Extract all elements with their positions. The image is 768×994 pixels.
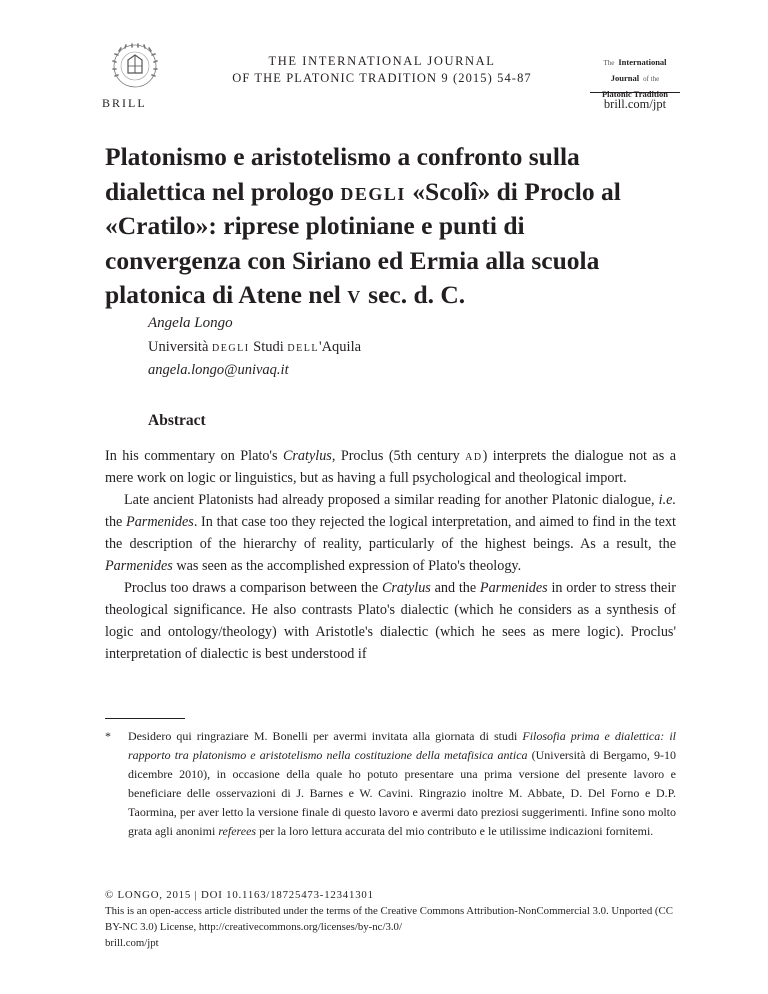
publisher-name: BRILL [102, 96, 147, 110]
abs-p2-parmenides-2: Parmenides [105, 558, 173, 574]
fn-referees: referees [218, 824, 257, 838]
footnote-divider [105, 718, 185, 719]
copyright-doi[interactable]: © LONGO, 2015 | DOI 10.1163/18725473-12341301 [105, 889, 374, 901]
copyright-block [105, 887, 676, 951]
title-text-2: «Scolî» di Proclo al «Cratilo»: riprese plotiniane e punti di convergenza con Siriano ed Ermia alla scuola platonica di Atene nel [105, 176, 621, 309]
fn-conference-title: Filosofia prima e dialettica: il rapporto tra platonismo e aristotelismo nella costituzione della metafisica antica [128, 729, 676, 762]
title-text-1: Platonismo e aristotelismo a confronto sulla dialettica nel prologo [105, 142, 580, 206]
abstract-body [105, 445, 676, 665]
affil-text-degli: degli [212, 339, 250, 355]
abs-p2-ie: i.e. [658, 492, 676, 508]
title-text-3: sec. d. C. [361, 280, 466, 309]
abs-p1-a: In his commentary on Plato's [105, 448, 283, 464]
abs-p2-c: . In that case too they rejected the logical interpretation, and aimed to find in the text the description of the hierarchy of reality, particularly of the highest beings. As a result, the [105, 514, 676, 552]
fn-c: per la loro lettura accurata del mio contributo e le utilissime indicazioni fornitemi. [256, 824, 654, 838]
abstract-heading: Abstract [148, 412, 206, 429]
abs-p3-cratylus: Cratylus [381, 580, 431, 596]
abs-p1-c: ) interprets the dialogue not as a mere work on logic or linguistics, but as having a full psychological and theological import. [105, 448, 676, 486]
journal-mini-logo [590, 54, 680, 101]
journal-title-line2: OF THE PLATONIC TRADITION 9 (2015) 54-87 [232, 71, 532, 85]
abs-p2-parmenides: Parmenides [126, 514, 194, 530]
journal-title-line1: THE INTERNATIONAL JOURNAL [268, 54, 496, 68]
abs-p3-c: in order to stress their theological significance. He also contrasts Plato's dialectic (which he considers as a synthesis of logic and ontology/theology) with Aristotle's dialectic (which he sees as mere logic). Proclus' interpretation of dialectic is best understood if [105, 580, 677, 662]
journal-mini-of-the: of the [643, 75, 660, 83]
abs-p3-a: Proclus too draws a comparison between the [124, 580, 382, 596]
author-name: Angela Longo [148, 315, 233, 331]
header-divider [590, 92, 680, 93]
author-affiliation [148, 339, 361, 356]
footnote [105, 727, 676, 841]
footnote-mark: * [105, 729, 111, 743]
affil-text-3: 'Aquila [318, 339, 362, 355]
abs-p3-parmenides: Parmenides [479, 580, 548, 596]
abs-p2-a: Late ancient Platonists had already proposed a similar reading for another Platonic dialogue, [124, 492, 659, 508]
journal-mini-international: International [618, 57, 667, 67]
journal-mini-the: The [603, 59, 615, 67]
fn-a: Desidero qui ringraziare M. Bonelli per avermi invitata alla giornata di studi [128, 729, 523, 743]
title-text-v: v [347, 280, 362, 309]
affil-text-2: Studi [249, 339, 288, 355]
abs-p1-ad: ad [465, 448, 483, 464]
title-text-degli: degli [340, 176, 406, 206]
affil-text-dell: dell [287, 339, 319, 355]
author-email[interactable]: angela.longo@univaq.it [148, 362, 289, 378]
abstract-paragraph-1 [105, 445, 676, 489]
journal-mini-platonic-tradition: Platonic Tradition [601, 89, 669, 99]
abs-p2-d: was seen as the accomplished expression of Plato's theology. [172, 558, 522, 574]
abstract-paragraph-2 [105, 489, 676, 577]
license-text[interactable]: This is an open-access article distributed under the terms of the Creative Commons Attribution-NonCommercial 3.0. Unported (CC BY-NC 3.0) License, http://creativecommons.org/licenses/by-nc/3.0/ [105, 905, 673, 933]
abstract-paragraph-3 [105, 577, 676, 665]
footnote-text [128, 727, 676, 841]
brill-seal-logo [97, 40, 173, 102]
abs-p3-b: and the [430, 580, 480, 596]
copyright-url[interactable]: brill.com/jpt [105, 937, 159, 949]
abs-p2-b: the [105, 514, 127, 530]
abs-p1-cratylus: Cratylus [282, 448, 332, 464]
journal-url[interactable]: brill.com/jpt [603, 97, 667, 111]
fn-b: (Università di Bergamo, 9-10 dicembre 2010), in occasione della quale ho potuto presentare una prima versione del presente lavoro e beneficiare delle osservazioni di J. Barnes e W. Cavini. Ringrazio inoltre M. Abbate, D. Del Forno e D.P. Taormina, per aver letto la versione finale di questo lavoro e avermi dato preziosi suggerimenti. Infine sono molto grata agli anonimi [128, 748, 676, 838]
affil-text-1: Università [148, 339, 213, 355]
journal-mini-journal: Journal [610, 73, 640, 83]
article-title [105, 140, 665, 313]
abs-p1-b: , Proclus (5th century [331, 448, 466, 464]
